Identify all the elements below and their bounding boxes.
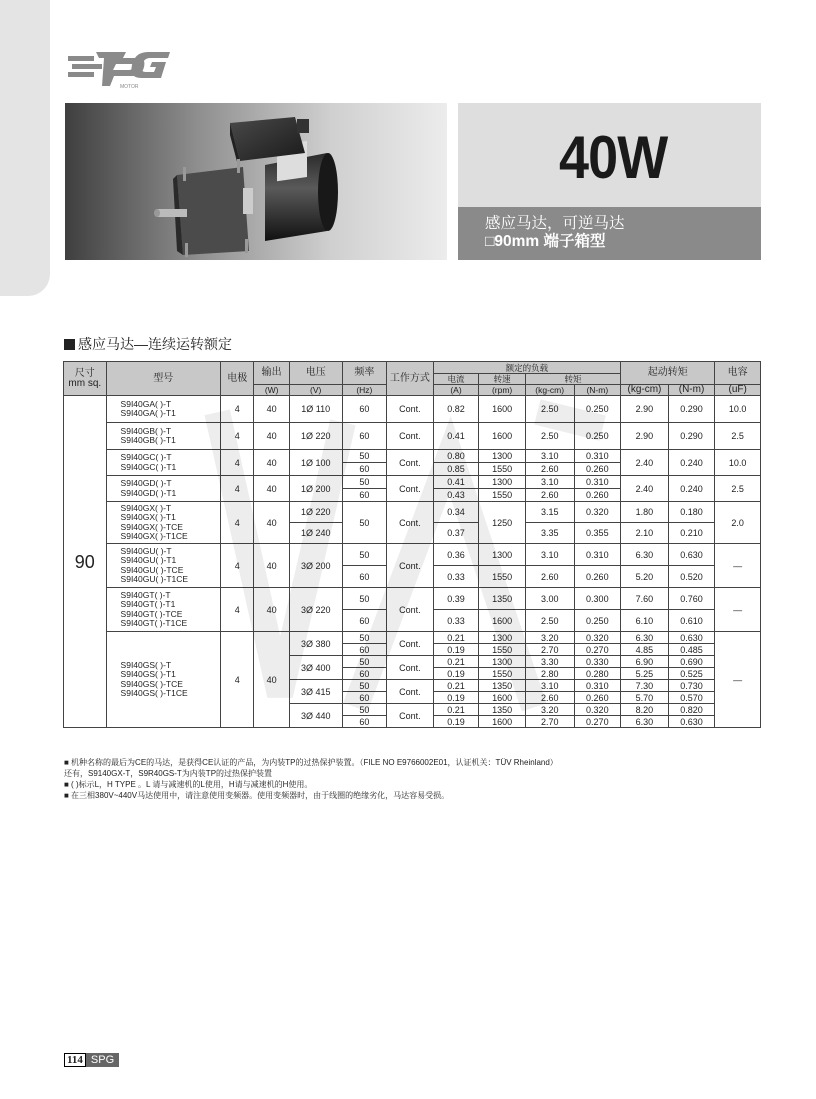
current-cell: 0.41 — [433, 423, 479, 450]
output-cell: 40 — [254, 588, 289, 632]
voltage-cell: 1Ø 200 — [289, 476, 342, 502]
torque-nm-cell: 0.330 — [574, 656, 621, 668]
torque-nm-cell: 0.320 — [574, 632, 621, 644]
current-cell: 0.21 — [433, 680, 479, 692]
header-current: 电流 — [433, 374, 479, 385]
current-cell: 0.19 — [433, 692, 479, 704]
output-cell: 40 — [254, 450, 289, 476]
torque-nm-cell: 0.310 — [574, 450, 621, 463]
start-nm-cell: 0.240 — [668, 476, 715, 502]
torque-kg-cell: 2.80 — [525, 668, 574, 680]
mode-cell: Cont. — [387, 423, 434, 450]
start-kg-cell: 5.70 — [621, 692, 669, 704]
speed-cell: 1300 — [479, 544, 526, 566]
poles-cell: 4 — [221, 423, 254, 450]
freq-cell: 50 — [342, 588, 387, 610]
cap-cell: 2.0 — [715, 502, 761, 544]
start-nm-cell: 0.240 — [668, 450, 715, 476]
current-cell: 0.34 — [433, 502, 479, 523]
freq-cell: 60 — [342, 668, 387, 680]
torque-kg-cell: 3.15 — [525, 502, 574, 523]
freq-cell: 50 — [342, 656, 387, 668]
cap-cell: — — [715, 632, 761, 728]
voltage-cell: 3Ø 380 — [289, 632, 342, 656]
poles-cell: 4 — [221, 502, 254, 544]
table-row — [64, 450, 761, 463]
header-model: 型号 — [106, 362, 220, 396]
freq-cell: 60 — [342, 716, 387, 728]
output-cell: 40 — [254, 544, 289, 588]
freq-cell: 50 — [342, 680, 387, 692]
torque-kg-cell: 3.20 — [525, 704, 574, 716]
page-number: 114 — [64, 1053, 86, 1067]
freq-cell: 60 — [342, 566, 387, 588]
table-row — [64, 544, 761, 566]
mode-cell: Cont. — [387, 656, 434, 680]
start-nm-cell: 0.210 — [668, 523, 715, 544]
unit-start-kg: (kg-cm) — [621, 385, 669, 396]
torque-kg-cell: 3.30 — [525, 656, 574, 668]
start-kg-cell: 7.30 — [621, 680, 669, 692]
model-cell: S9I40GX( )-T S9I40GX( )-T1 S9I40GX( )-TCE S9I40GX( )-T1CE — [106, 502, 220, 544]
current-cell: 0.39 — [433, 588, 479, 610]
freq-cell: 60 — [342, 610, 387, 632]
hero-subtitle-line1: 感应马达，可逆马达 — [485, 215, 625, 232]
speed-cell: 1300 — [479, 656, 526, 668]
torque-nm-cell: 0.250 — [574, 610, 621, 632]
hero-subtitle — [458, 207, 761, 260]
start-kg-cell: 8.20 — [621, 704, 669, 716]
current-cell: 0.21 — [433, 704, 479, 716]
header-capacitor: 电容 — [715, 362, 761, 385]
start-nm-cell: 0.570 — [668, 692, 715, 704]
torque-nm-cell: 0.270 — [574, 716, 621, 728]
cap-cell: 2.5 — [715, 476, 761, 502]
output-cell: 40 — [254, 632, 289, 728]
output-cell: 40 — [254, 502, 289, 544]
current-cell: 0.36 — [433, 544, 479, 566]
torque-kg-cell: 3.10 — [525, 450, 574, 463]
freq-cell: 50 — [342, 450, 387, 463]
speed-cell: 1550 — [479, 668, 526, 680]
torque-kg-cell: 3.10 — [525, 544, 574, 566]
note-line: ■ 机种名称的最后为CE的马达，是获得CE认证的产品，为内装TP的过热保护装置。（FILE NO E9766002E01，认证机关：TÜV Rheinland） — [64, 758, 558, 767]
torque-nm-cell: 0.250 — [574, 396, 621, 423]
start-kg-cell: 6.30 — [621, 544, 669, 566]
current-cell: 0.43 — [433, 489, 479, 502]
current-cell: 0.33 — [433, 610, 479, 632]
start-kg-cell: 2.90 — [621, 396, 669, 423]
unit-freq: (Hz) — [342, 385, 387, 396]
torque-kg-cell: 2.50 — [525, 396, 574, 423]
spec-table — [63, 361, 761, 728]
mode-cell: Cont. — [387, 476, 434, 502]
output-cell: 40 — [254, 396, 289, 423]
mode-cell: Cont. — [387, 704, 434, 728]
current-cell: 0.19 — [433, 716, 479, 728]
start-nm-cell: 0.290 — [668, 423, 715, 450]
speed-cell: 1300 — [479, 476, 526, 489]
voltage-cell: 1Ø 240 — [289, 523, 342, 544]
unit-speed: (rpm) — [479, 385, 526, 396]
header-poles: 电极 — [221, 362, 254, 396]
mode-cell: Cont. — [387, 632, 434, 656]
start-kg-cell: 6.30 — [621, 716, 669, 728]
torque-kg-cell: 3.10 — [525, 680, 574, 692]
poles-cell: 4 — [221, 544, 254, 588]
cap-cell: 10.0 — [715, 396, 761, 423]
torque-kg-cell: 2.60 — [525, 566, 574, 588]
freq-cell: 60 — [342, 489, 387, 502]
start-nm-cell: 0.630 — [668, 716, 715, 728]
current-cell: 0.21 — [433, 656, 479, 668]
current-cell: 0.33 — [433, 566, 479, 588]
current-cell: 0.41 — [433, 476, 479, 489]
start-nm-cell: 0.290 — [668, 396, 715, 423]
torque-nm-cell: 0.250 — [574, 423, 621, 450]
table-row — [64, 632, 761, 644]
start-kg-cell: 4.85 — [621, 644, 669, 656]
cap-cell: — — [715, 544, 761, 588]
hero-subtitle-line2: □90mm 端子箱型 — [485, 233, 606, 250]
torque-nm-cell: 0.310 — [574, 680, 621, 692]
current-cell: 0.82 — [433, 396, 479, 423]
voltage-cell: 3Ø 200 — [289, 544, 342, 588]
start-nm-cell: 0.525 — [668, 668, 715, 680]
cap-cell: 10.0 — [715, 450, 761, 476]
model-cell: S9I40GS( )-T S9I40GS( )-T1 S9I40GS( )-TCE S9I40GS( )-T1CE — [106, 632, 220, 728]
current-cell: 0.80 — [433, 450, 479, 463]
speed-cell: 1550 — [479, 489, 526, 502]
square-bullet-icon — [64, 339, 75, 350]
voltage-cell: 3Ø 415 — [289, 680, 342, 704]
start-nm-cell: 0.730 — [668, 680, 715, 692]
torque-nm-cell: 0.280 — [574, 668, 621, 680]
torque-kg-cell: 3.20 — [525, 632, 574, 644]
freq-cell: 60 — [342, 692, 387, 704]
torque-kg-cell: 2.60 — [525, 489, 574, 502]
notes — [64, 757, 558, 801]
torque-nm-cell: 0.260 — [574, 566, 621, 588]
start-kg-cell: 5.20 — [621, 566, 669, 588]
table-row — [64, 502, 761, 523]
torque-kg-cell: 3.00 — [525, 588, 574, 610]
current-cell: 0.85 — [433, 463, 479, 476]
start-kg-cell: 7.60 — [621, 588, 669, 610]
torque-kg-cell: 3.10 — [525, 476, 574, 489]
voltage-cell: 1Ø 100 — [289, 450, 342, 476]
table-row — [64, 476, 761, 489]
start-nm-cell: 0.610 — [668, 610, 715, 632]
mode-cell: Cont. — [387, 502, 434, 544]
start-kg-cell: 6.90 — [621, 656, 669, 668]
poles-cell: 4 — [221, 396, 254, 423]
speed-cell: 1350 — [479, 680, 526, 692]
unit-voltage: (V) — [289, 385, 342, 396]
torque-kg-cell: 2.60 — [525, 463, 574, 476]
unit-current: (A) — [433, 385, 479, 396]
speed-cell: 1600 — [479, 610, 526, 632]
note-line: ■ ( )标示L，H TYPE 。L 请与减速机的L使用，H请与减速机的H使用。 — [64, 780, 313, 789]
header-torque: 转矩 — [525, 374, 620, 385]
header-freq: 频率 — [342, 362, 387, 385]
torque-nm-cell: 0.310 — [574, 476, 621, 489]
torque-kg-cell: 2.50 — [525, 610, 574, 632]
size-value: 90 — [64, 396, 107, 728]
torque-nm-cell: 0.355 — [574, 523, 621, 544]
header-start-torque: 起动转矩 — [621, 362, 715, 385]
torque-nm-cell: 0.300 — [574, 588, 621, 610]
table-row — [64, 588, 761, 610]
start-kg-cell: 2.40 — [621, 476, 669, 502]
start-kg-cell: 2.90 — [621, 423, 669, 450]
start-kg-cell: 1.80 — [621, 502, 669, 523]
voltage-cell: 1Ø 220 — [289, 423, 342, 450]
torque-kg-cell: 2.70 — [525, 716, 574, 728]
freq-cell: 60 — [342, 423, 387, 450]
freq-cell: 50 — [342, 502, 387, 544]
start-nm-cell: 0.520 — [668, 566, 715, 588]
section-title-text: 感应马达—连续运转额定 — [78, 336, 232, 352]
speed-cell: 1600 — [479, 423, 526, 450]
poles-cell: 4 — [221, 588, 254, 632]
torque-kg-cell: 3.35 — [525, 523, 574, 544]
model-cell: S9I40GC( )-T S9I40GC( )-T1 — [106, 450, 220, 476]
header-size: 尺寸 mm sq. — [64, 362, 107, 396]
header-output: 输出 — [254, 362, 289, 385]
start-nm-cell: 0.485 — [668, 644, 715, 656]
header-voltage: 电压 — [289, 362, 342, 385]
freq-cell: 50 — [342, 704, 387, 716]
voltage-cell: 1Ø 110 — [289, 396, 342, 423]
torque-nm-cell: 0.320 — [574, 502, 621, 523]
mode-cell: Cont. — [387, 396, 434, 423]
header-speed: 转速 — [479, 374, 526, 385]
speed-cell: 1350 — [479, 704, 526, 716]
section-title — [64, 334, 232, 354]
table-row — [64, 423, 761, 450]
unit-torque-kg: (kg-cm) — [525, 385, 574, 396]
speed-cell: 1600 — [479, 396, 526, 423]
freq-cell: 60 — [342, 644, 387, 656]
start-kg-cell: 2.10 — [621, 523, 669, 544]
voltage-cell: 3Ø 440 — [289, 704, 342, 728]
speed-cell: 1350 — [479, 588, 526, 610]
current-cell: 0.19 — [433, 668, 479, 680]
poles-cell: 4 — [221, 450, 254, 476]
footer-brand: SPG — [86, 1053, 119, 1067]
unit-start-nm: (N-m) — [668, 385, 715, 396]
output-cell: 40 — [254, 476, 289, 502]
freq-cell: 50 — [342, 544, 387, 566]
current-cell: 0.19 — [433, 644, 479, 656]
cap-cell: — — [715, 588, 761, 632]
start-nm-cell: 0.690 — [668, 656, 715, 668]
model-cell: S9I40GT( )-T S9I40GT( )-T1 S9I40GT( )-TCE S9I40GT( )-T1CE — [106, 588, 220, 632]
speed-cell: 1550 — [479, 463, 526, 476]
start-kg-cell: 6.10 — [621, 610, 669, 632]
mode-cell: Cont. — [387, 450, 434, 476]
torque-nm-cell: 0.260 — [574, 692, 621, 704]
note-line: 还有，S9140GX-T，S9R40GS-T为内装TP的过热保护装置 — [64, 769, 273, 778]
model-cell: S9I40GB( )-T S9I40GB( )-T1 — [106, 423, 220, 450]
speed-cell: 1550 — [479, 566, 526, 588]
unit-output: (W) — [254, 385, 289, 396]
torque-nm-cell: 0.320 — [574, 704, 621, 716]
output-cell: 40 — [254, 423, 289, 450]
model-cell: S9I40GU( )-T S9I40GU( )-T1 S9I40GU( )-TCE S9I40GU( )-T1CE — [106, 544, 220, 588]
mode-cell: Cont. — [387, 544, 434, 588]
model-cell: S9I40GD( )-T S9I40GD( )-T1 — [106, 476, 220, 502]
speed-cell: 1250 — [479, 502, 526, 544]
current-cell: 0.37 — [433, 523, 479, 544]
torque-nm-cell: 0.260 — [574, 463, 621, 476]
header-mode: 工作方式 — [387, 362, 434, 396]
torque-kg-cell: 2.60 — [525, 692, 574, 704]
cap-cell: 2.5 — [715, 423, 761, 450]
start-nm-cell: 0.630 — [668, 544, 715, 566]
mode-cell: Cont. — [387, 680, 434, 704]
torque-kg-cell: 2.50 — [525, 423, 574, 450]
voltage-cell: 1Ø 220 — [289, 502, 342, 523]
table-row — [64, 396, 761, 423]
mode-cell: Cont. — [387, 588, 434, 632]
speed-cell: 1550 — [479, 644, 526, 656]
start-kg-cell: 6.30 — [621, 632, 669, 644]
torque-kg-cell: 2.70 — [525, 644, 574, 656]
freq-cell: 50 — [342, 632, 387, 644]
speed-cell: 1600 — [479, 716, 526, 728]
header-rated-load: 额定的负载 — [433, 362, 620, 374]
speed-cell: 1300 — [479, 632, 526, 644]
torque-nm-cell: 0.260 — [574, 489, 621, 502]
start-nm-cell: 0.180 — [668, 502, 715, 523]
freq-cell: 50 — [342, 476, 387, 489]
voltage-cell: 3Ø 400 — [289, 656, 342, 680]
spg-logo — [68, 44, 172, 94]
hero-title: 40W — [558, 124, 667, 191]
unit-torque-nm: (N-m) — [574, 385, 621, 396]
start-kg-cell: 2.40 — [621, 450, 669, 476]
torque-nm-cell: 0.310 — [574, 544, 621, 566]
start-nm-cell: 0.760 — [668, 588, 715, 610]
freq-cell: 60 — [342, 463, 387, 476]
unit-capacitor: (uF) — [715, 385, 761, 396]
poles-cell: 4 — [221, 476, 254, 502]
page-footer — [64, 1053, 119, 1067]
side-tab — [0, 0, 50, 296]
torque-nm-cell: 0.270 — [574, 644, 621, 656]
start-kg-cell: 5.25 — [621, 668, 669, 680]
poles-cell: 4 — [221, 632, 254, 728]
note-line: ■ 在三相380V~440V马达使用中，请注意使用变频器。使用变频器时，由于线圈的绝缘劣化，马达容易受损。 — [64, 791, 450, 800]
speed-cell: 1300 — [479, 450, 526, 463]
product-photo — [65, 103, 447, 260]
start-nm-cell: 0.820 — [668, 704, 715, 716]
logo-sub: MOTOR — [120, 84, 139, 90]
model-cell: S9I40GA( )-T S9I40GA( )-T1 — [106, 396, 220, 423]
hero-block — [458, 103, 761, 260]
freq-cell: 60 — [342, 396, 387, 423]
current-cell: 0.21 — [433, 632, 479, 644]
speed-cell: 1600 — [479, 692, 526, 704]
start-nm-cell: 0.630 — [668, 632, 715, 644]
voltage-cell: 3Ø 220 — [289, 588, 342, 632]
